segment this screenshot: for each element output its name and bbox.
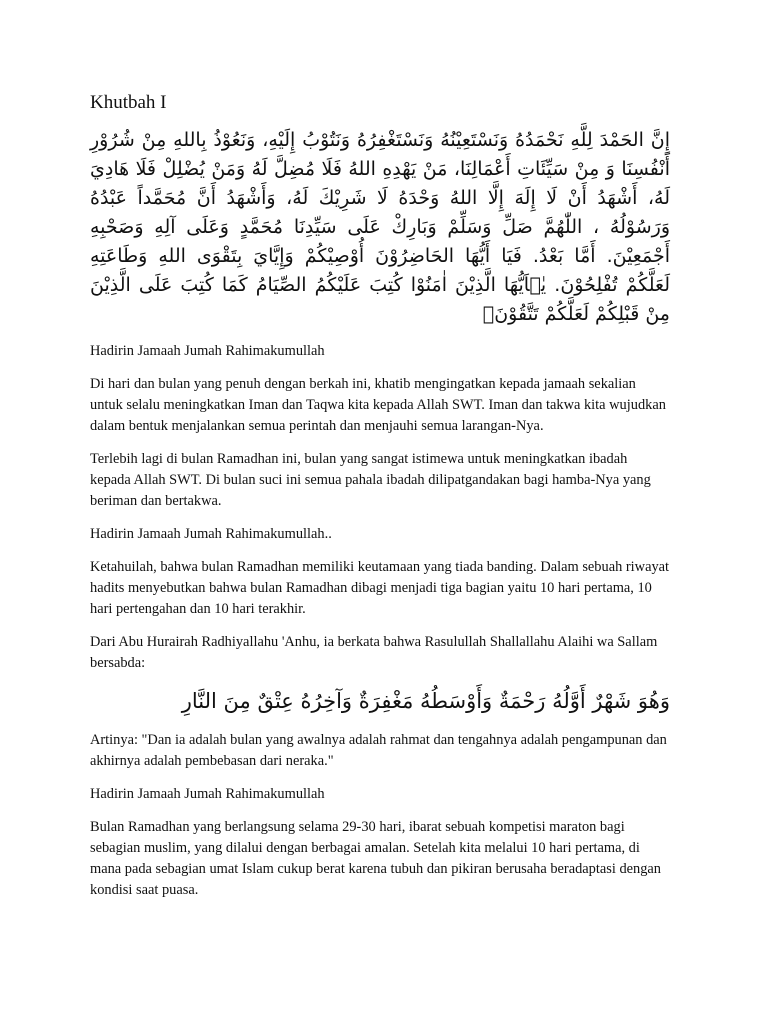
body-paragraph: Terlebih lagi di bulan Ramadhan ini, bulan yang sangat istimewa untuk meningkatkan ibadah kepada Allah SWT. Di bulan suci ini semua pahala ibadah dilipatgandakan bagi hamba-Nya yang beriman dan bertakwa. [90, 451, 651, 509]
hadith-arabic-text: وَهُوَ شَهْرٌ أَوَّلُهُ رَحْمَةٌ وَأَوْسَطُهُ مَغْفِرَةٌ وَآخِرُهُ عِتْقٌ مِنَ النَّارِ [181, 689, 670, 713]
greeting-paragraph: Hadirin Jamaah Jumah Rahimakumullah [90, 786, 325, 802]
document-title: Khutbah I [90, 92, 167, 113]
body-paragraph: Di hari dan bulan yang penuh dengan berkah ini, khatib mengingatkan kepada jamaah sekalian untuk selalu meningkatkan Iman dan Taqwa kita kepada Allah SWT. Iman dan takwa kita wujudkan dalam bentuk menjalankan semua perintah dan menjauhi semua larangan-Nya. [90, 376, 666, 434]
document-page [90, 92, 670, 913]
opening-arabic-prayer: إِنَّ الحَمْدَ لِلَّهِ نَحْمَدُهُ وَنَسْتَعِيْنُهُ وَنَسْتَغْفِرُهُ وَنَتُوْبُ إِلَيْهِ، وَنَعُوْذُ بِاللهِ مِنْ شُرُوْرِ أَنْفُسِنَا وَ مِنْ سَيِّئَاتِ أَعْمَالِنَا، مَنْ يَهْدِهِ اللهُ فَلَا مُضِلَّ لَهُ وَمَنْ يُضْلِلْ فَلَا هَادِيَ لَهُ، أَشْهَدُ أَنْ لَا إِلَهَ إِلَّا اللهُ وَحْدَهُ لَا شَرِيْكَ لَهُ، وَأَشْهَدُ أَنَّ مُحَمَّداً عَبْدُهُ وَرَسُوْلُهُ ، اللّٰهُمَّ صَلِّ وَسَلِّمْ وَبَارِكْ عَلَى سَيِّدِنَا مُحَمَّدٍ وَعَلَى آلِهِ وَصَحْبِهِ أَجْمَعِيْنَ. أَمَّا بَعْدُ. فَيَا أَيُّهَا الحَاضِرُوْنَ أُوْصِيْكُمْ وَإِيَّايَ بِتَقْوَى اللهِ وَطَاعَتِهِ لَعَلَّكُمْ تُفْلِحُوْنَ. يٰۤاَيُّهَا الَّذِيْنَ اٰمَنُوْا كُتِبَ عَلَيْكُمُ الصِّيَامُ كَمَا كُتِبَ عَلَى الَّذِيْنَ مِنْ قَبْلِكُمْ لَعَلَّكُمْ تَتَّقُوْنَۙ [90, 129, 670, 325]
body-paragraph: Ketahuilah, bahwa bulan Ramadhan memiliki keutamaan yang tiada banding. Dalam sebuah riwayat hadits menyebutkan bahwa bulan Ramadhan dibagi menjadi tiga bagian yaitu 10 hari pertama, 10 hari pertengahan dan 10 hari terakhir. [90, 559, 670, 617]
greeting-paragraph: Hadirin Jamaah Jumah Rahimakumullah.. [90, 526, 332, 542]
body-paragraph: Bulan Ramadhan yang berlangsung selama 29-30 hari, ibarat sebuah kompetisi maraton bagi sebagian muslim, yang dilalui dengan berbagai amalan. Setelah kita melalui 10 hari pertama, di mana pada sebagian umat Islam cukup berat karena tubuh dan pikiran berusaha beradaptasi dengan kondisi saat puasa. [90, 819, 662, 898]
body-paragraph: Dari Abu Hurairah Radhiyallahu 'Anhu, ia berkata bahwa Rasulullah Shallallahu Alaihi wa Sallam bersabda: [90, 634, 658, 671]
greeting-paragraph: Hadirin Jamaah Jumah Rahimakumullah [90, 343, 325, 359]
translation-paragraph: Artinya: "Dan ia adalah bulan yang awalnya adalah rahmat dan tengahnya adalah pengampunan dan akhirnya adalah pembebasan dari neraka." [90, 732, 667, 769]
